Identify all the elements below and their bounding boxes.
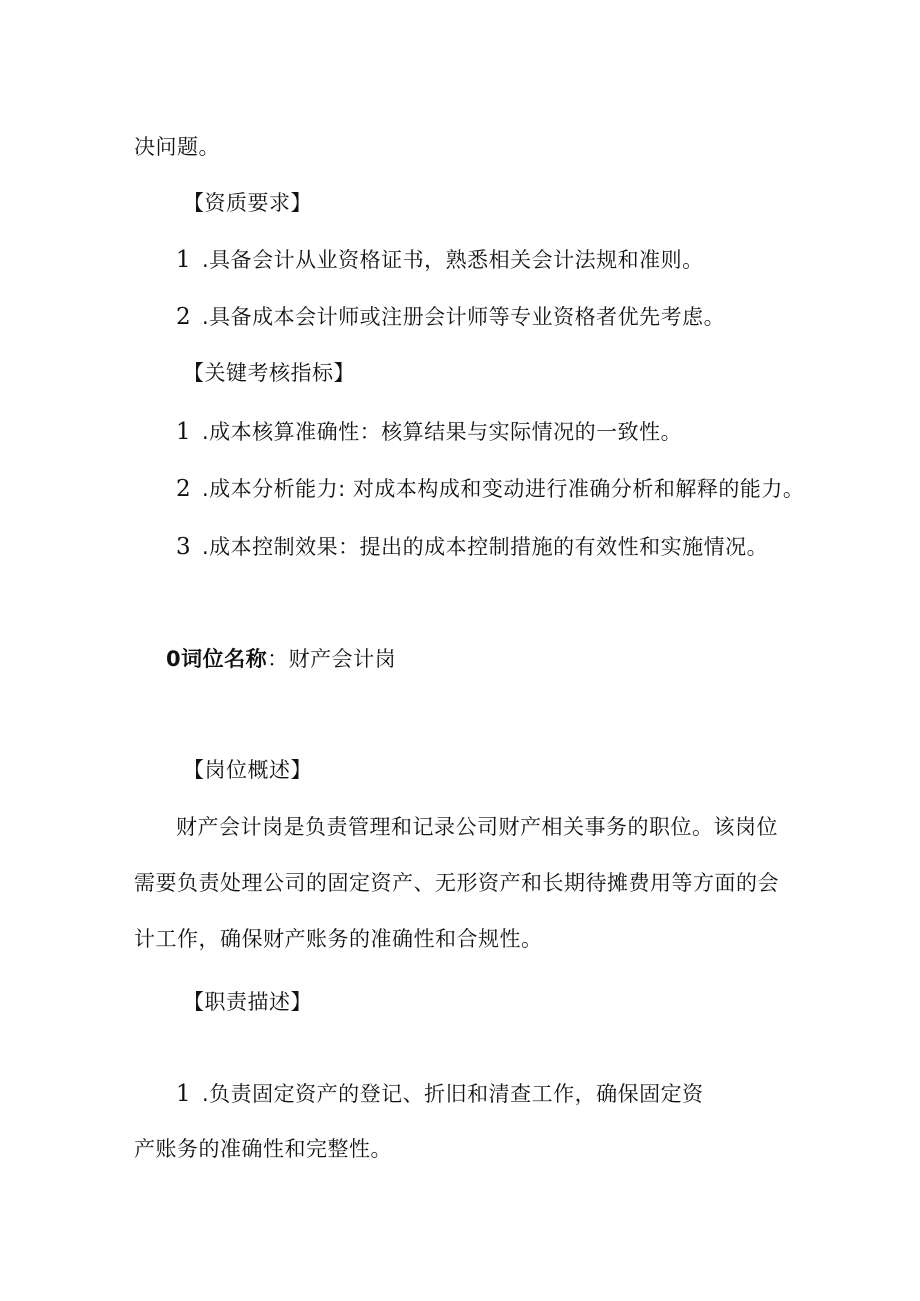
duty-item-1 [176,1080,704,1108]
item-text: .成本控制效果：提出的成本控制措施的有效性和实施情况。 [202,535,769,559]
item-number: 3 [176,534,192,560]
job-title-value: ：财产会计岗 [267,647,397,671]
qualification-item-1 [176,246,704,274]
item-text: .成本分析能力: 对成本构成和变动进行准确分析和解释的能力。 [202,477,805,501]
kpi-item-3 [176,533,768,561]
item-text: .具备成本会计师或注册会计师等专业资格者优先考虑。 [202,305,726,329]
kpi-item-1 [176,418,682,446]
item-text: .具备会计从业资格证书，熟悉相关会计法规和准则。 [202,248,704,272]
item-number: 1 [176,247,192,273]
duty-item-1-continuation: 产账务的准确性和完整性。 [134,1137,392,1161]
qualification-item-2 [176,303,725,331]
job-title-line [166,645,396,673]
item-number: 1 [176,419,192,445]
continued-paragraph-end: 决问题。 [134,135,220,159]
duties-heading: 【职责描述】 [183,990,312,1014]
item-number: 2 [176,304,192,330]
item-number: 1 [176,1081,192,1107]
overview-line-2: 需要负责处理公司的固定资产、无形资产和长期待摊费用等方面的会 [134,871,779,895]
job-title-label: 0词位名称 [166,647,268,671]
item-text: .成本核算准确性：核算结果与实际情况的一致性。 [202,420,683,444]
overview-line-3: 计工作，确保财产账务的准确性和合规性。 [134,927,543,951]
kpi-item-2 [176,475,804,503]
overview-line-1: 财产会计岗是负责管理和记录公司财产相关事务的职位。该岗位 [176,815,778,839]
item-text: .负责固定资产的登记、折旧和清查工作，确保固定资 [202,1082,704,1106]
kpi-heading: 【关键考核指标】 [183,361,355,385]
item-number: 2 [176,476,192,502]
qualifications-heading: 【资质要求】 [183,191,312,215]
overview-heading: 【岗位概述】 [183,758,312,782]
